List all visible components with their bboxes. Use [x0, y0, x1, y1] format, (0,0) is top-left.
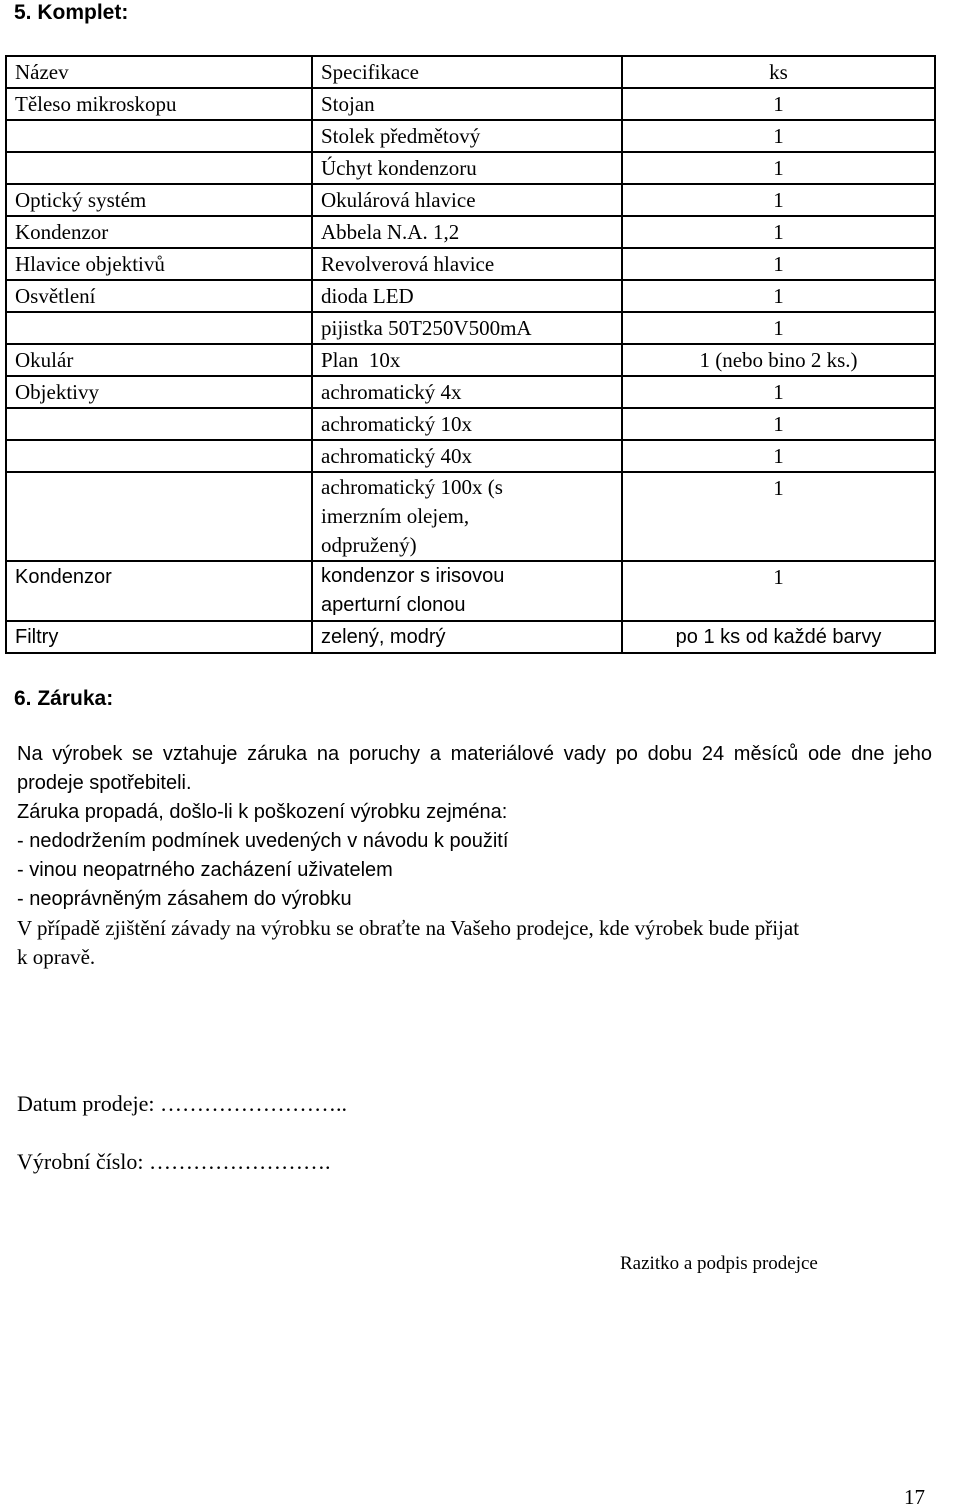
- cell-qty: po 1 ks od každé barvy: [622, 621, 935, 653]
- table-row: [6, 120, 935, 152]
- cell-spec: Okulárová hlavice: [312, 184, 622, 216]
- cell-qty: 1: [622, 184, 935, 216]
- cell-qty: 1: [622, 216, 935, 248]
- table-row: [6, 472, 935, 561]
- column-header-spec: Specifikace: [312, 56, 622, 88]
- cell-qty: 1: [622, 376, 935, 408]
- cell-qty: 1: [622, 88, 935, 120]
- cell-name: [6, 312, 312, 344]
- serial-number-field: Výrobní číslo: …………………….: [17, 1149, 331, 1174]
- cell-spec: Stojan: [312, 88, 622, 120]
- warranty-lapse-item: - neoprávněným zásahem do výrobku: [17, 888, 352, 910]
- table-row: [6, 216, 935, 248]
- table-row: [6, 248, 935, 280]
- cell-name: [6, 472, 312, 561]
- cell-qty: 1: [622, 120, 935, 152]
- cell-spec: Revolverová hlavice: [312, 248, 622, 280]
- cell-name: Hlavice objektivů: [6, 248, 312, 280]
- cell-name: [6, 408, 312, 440]
- cell-name: Filtry: [6, 621, 312, 653]
- cell-spec: dioda LED: [312, 280, 622, 312]
- cell-spec: pijistka 50T250V500mA: [312, 312, 622, 344]
- cell-name: Kondenzor: [6, 561, 312, 621]
- cell-name: Optický systém: [6, 184, 312, 216]
- cell-qty: 1: [622, 152, 935, 184]
- cell-qty: 1: [622, 248, 935, 280]
- cell-name: [6, 120, 312, 152]
- cell-spec: Plan 10x: [312, 344, 622, 376]
- cell-name: [6, 152, 312, 184]
- section-heading-kit: 5. Komplet:: [14, 1, 129, 24]
- sale-date-field: Datum prodeje: ……………………..: [17, 1091, 347, 1116]
- cell-qty: 1: [622, 440, 935, 472]
- warranty-lapse-item: - nedodržením podmínek uvedených v návodu k použití: [17, 830, 509, 852]
- cell-spec: achromatický 40x: [312, 440, 622, 472]
- cell-qty: 1: [622, 408, 935, 440]
- cell-spec: Abbela N.A. 1,2: [312, 216, 622, 248]
- table-row: [6, 280, 935, 312]
- table-row: [6, 184, 935, 216]
- cell-spec: achromatický 100x (s imerzním olejem, odpružený): [312, 472, 622, 561]
- warranty-lapse-intro: Záruka propadá, došlo-li k poškození výrobku zejména:: [17, 801, 508, 823]
- cell-spec: zelený, modrý: [312, 621, 622, 653]
- table-row: [6, 408, 935, 440]
- cell-name: [6, 440, 312, 472]
- cell-spec: Stolek předmětový: [312, 120, 622, 152]
- cell-name: Osvětlení: [6, 280, 312, 312]
- table-row: [6, 376, 935, 408]
- cell-qty: 1: [622, 280, 935, 312]
- cell-name: Okulár: [6, 344, 312, 376]
- warranty-repair-note-continued: k opravě.: [17, 945, 96, 969]
- warranty-lapse-item: - vinou neopatrného zacházení uživatelem: [17, 859, 393, 881]
- warranty-repair-note: V případě zjištění závady na výrobku se obraťte na Vašeho prodejce, kde výrobek bude přijat: [17, 916, 800, 940]
- cell-spec: achromatický 10x: [312, 408, 622, 440]
- table-row: [6, 344, 935, 376]
- stamp-signature-label: Razitko a podpis prodejce: [620, 1253, 818, 1274]
- kit-table: [5, 55, 936, 654]
- table-row: [6, 440, 935, 472]
- cell-name: Objektivy: [6, 376, 312, 408]
- cell-spec: Úchyt kondenzoru: [312, 152, 622, 184]
- table-row: [6, 152, 935, 184]
- cell-qty: 1 (nebo bino 2 ks.): [622, 344, 935, 376]
- cell-name: Kondenzor: [6, 216, 312, 248]
- cell-qty: 1: [622, 472, 935, 561]
- cell-spec: achromatický 4x: [312, 376, 622, 408]
- warranty-text: [17, 740, 957, 972]
- table-row: [6, 312, 935, 344]
- section-heading-warranty: 6. Záruka:: [14, 687, 114, 710]
- kit-table-header-row: [6, 56, 935, 88]
- table-row: [6, 561, 935, 621]
- cell-qty: 1: [622, 312, 935, 344]
- column-header-qty: ks: [622, 56, 935, 88]
- column-header-name: Název: [6, 56, 312, 88]
- cell-spec: kondenzor s irisovou aperturní clonou: [312, 561, 622, 621]
- warranty-intro: Na výrobek se vztahuje záruka na poruchy a materiálové vady po dobu 24 měsíců ode dne jeho prodeje spotřebiteli.: [17, 743, 932, 794]
- table-row: [6, 621, 935, 653]
- table-row: [6, 88, 935, 120]
- page-number: 17: [904, 1485, 925, 1509]
- cell-qty: 1: [622, 561, 935, 621]
- cell-name: Těleso mikroskopu: [6, 88, 312, 120]
